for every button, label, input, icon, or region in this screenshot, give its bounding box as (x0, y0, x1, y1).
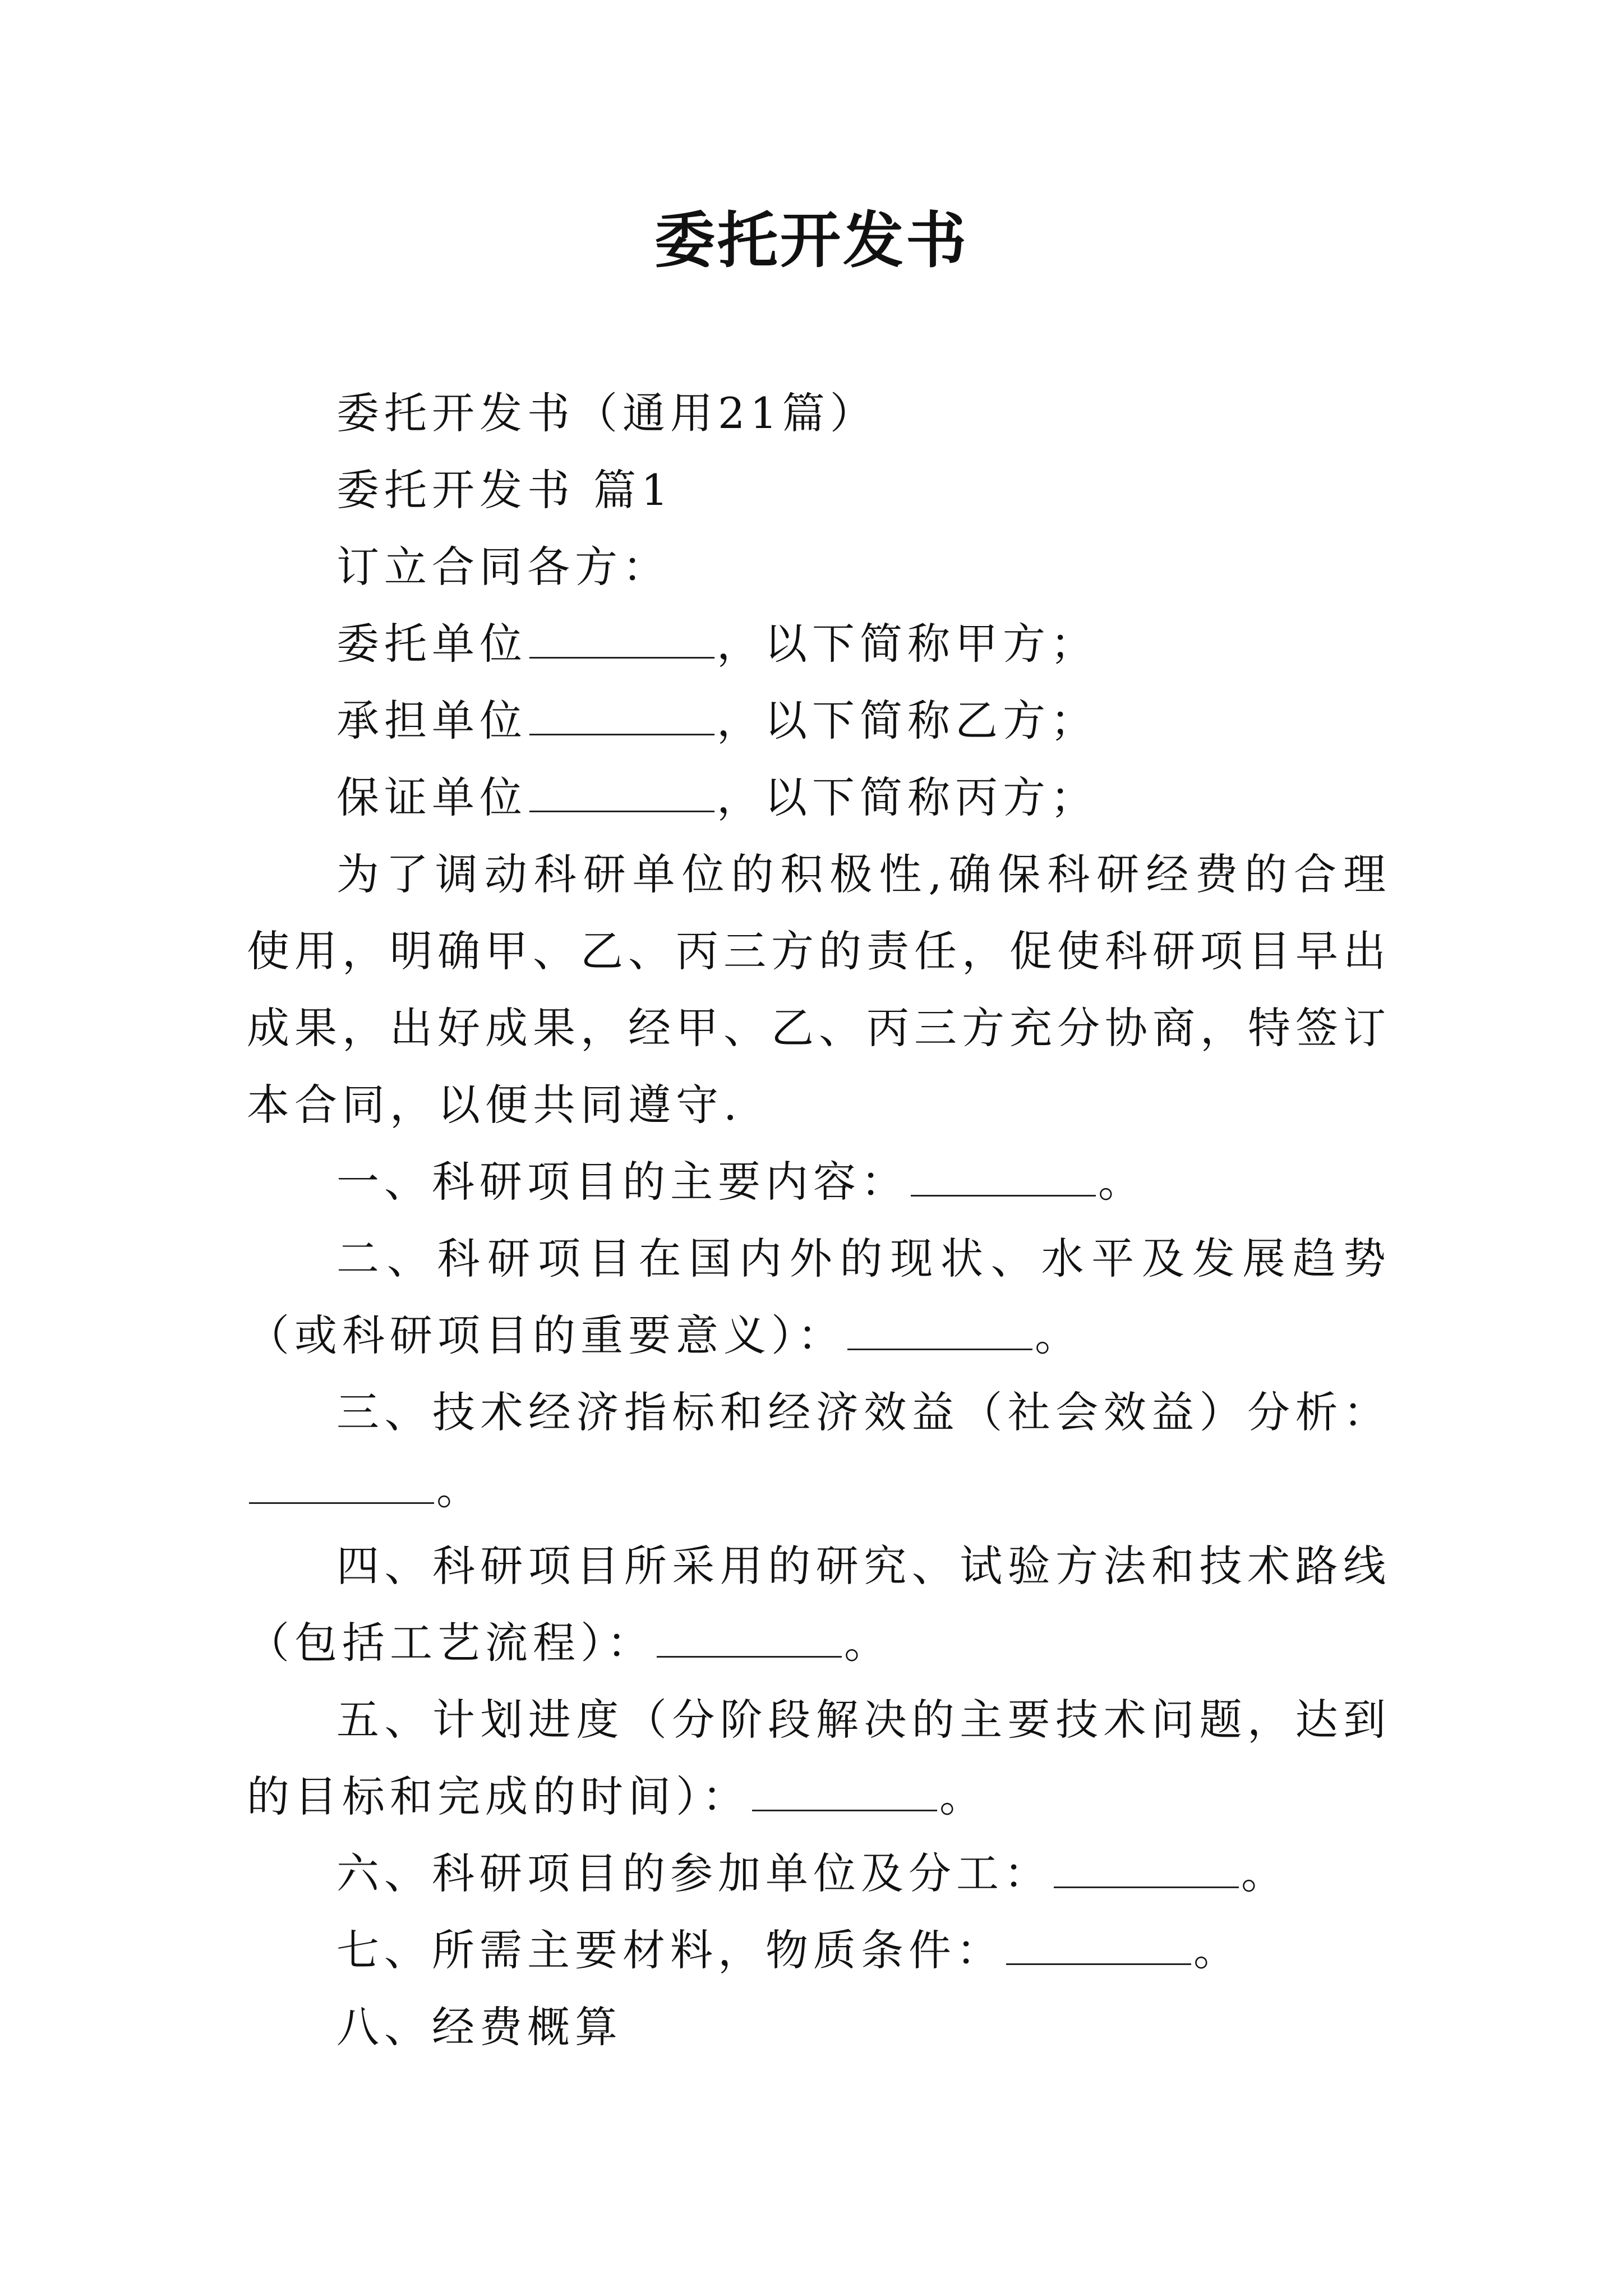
clause-4 (247, 1527, 1391, 1681)
clause-end: 。 (844, 1618, 892, 1668)
fill-blank[interactable] (657, 1617, 842, 1658)
clause-7 (247, 1912, 1391, 1989)
clause-end: 。 (436, 1464, 484, 1514)
fill-blank[interactable] (529, 694, 714, 735)
clause-text: 五、计划进度（分阶段解决的主要技术问题，达到的目标和完成的时间）： (247, 1695, 1391, 1821)
clause-text: 二、科研项目在国内外的现状、水平及发展趋势（或科研项目的重要意义）： (247, 1234, 1391, 1360)
parties-intro: 订立合同各方： (336, 542, 670, 592)
clause-end: 。 (1098, 1157, 1146, 1207)
clause-2 (247, 1220, 1391, 1374)
clause-3 (247, 1374, 1391, 1527)
party-label: 保证单位 (336, 772, 527, 822)
clause-end: 。 (1035, 1310, 1082, 1360)
clause-text: 一、科研项目的主要内容： (336, 1157, 909, 1207)
party-line-client (247, 605, 1391, 682)
fill-blank[interactable] (1054, 1847, 1239, 1888)
clause-end: 。 (939, 1772, 987, 1821)
clause-end: 。 (1241, 1848, 1289, 1898)
preamble-paragraph: 为了调动科研单位的积极性,确保科研经费的合理使用，明确甲、乙、丙三方的责任，促使科研项目早出成果，出好成果，经甲、乙、丙三方充分协商，特签订本合同，以便共同遵守. (247, 849, 1391, 1130)
document-title: 委托开发书 (654, 206, 969, 276)
clause-text: 六、科研项目的参加单位及分工： (336, 1848, 1052, 1898)
clause-text: 三、技术经济指标和经济效益（社会效益）分析： (336, 1387, 1391, 1437)
party-line-guarantor (247, 759, 1391, 836)
party-label: 承担单位 (336, 696, 527, 746)
party-suffix: ，以下简称甲方； (717, 619, 1098, 669)
clause-6 (247, 1835, 1391, 1912)
fill-blank[interactable] (529, 618, 714, 659)
clause-1 (247, 1143, 1391, 1220)
fill-blank[interactable] (911, 1156, 1096, 1197)
fill-blank[interactable] (249, 1463, 434, 1504)
fill-blank[interactable] (752, 1770, 937, 1811)
document-body (247, 375, 1391, 2065)
fill-blank[interactable] (529, 771, 714, 812)
party-suffix: ，以下简称乙方； (717, 696, 1098, 746)
final-heading: 八、经费概算 (336, 2002, 623, 2052)
chapter-heading: 委托开发书 篇1 (336, 465, 674, 515)
subtitle: 委托开发书（通用21篇） (336, 388, 878, 438)
clause-end: 。 (1193, 1925, 1241, 1975)
party-label: 委托单位 (336, 619, 527, 669)
clause-text: 四、科研项目所采用的研究、试验方法和技术路线（包括工艺流程）： (247, 1541, 1391, 1668)
clause-text: 七、所需主要材料，物质条件： (336, 1925, 1004, 1975)
clause-5 (247, 1681, 1391, 1835)
fill-blank[interactable] (1006, 1924, 1191, 1965)
party-suffix: ，以下简称丙方； (717, 772, 1098, 822)
party-line-contractor (247, 682, 1391, 759)
fill-blank[interactable] (847, 1309, 1032, 1350)
